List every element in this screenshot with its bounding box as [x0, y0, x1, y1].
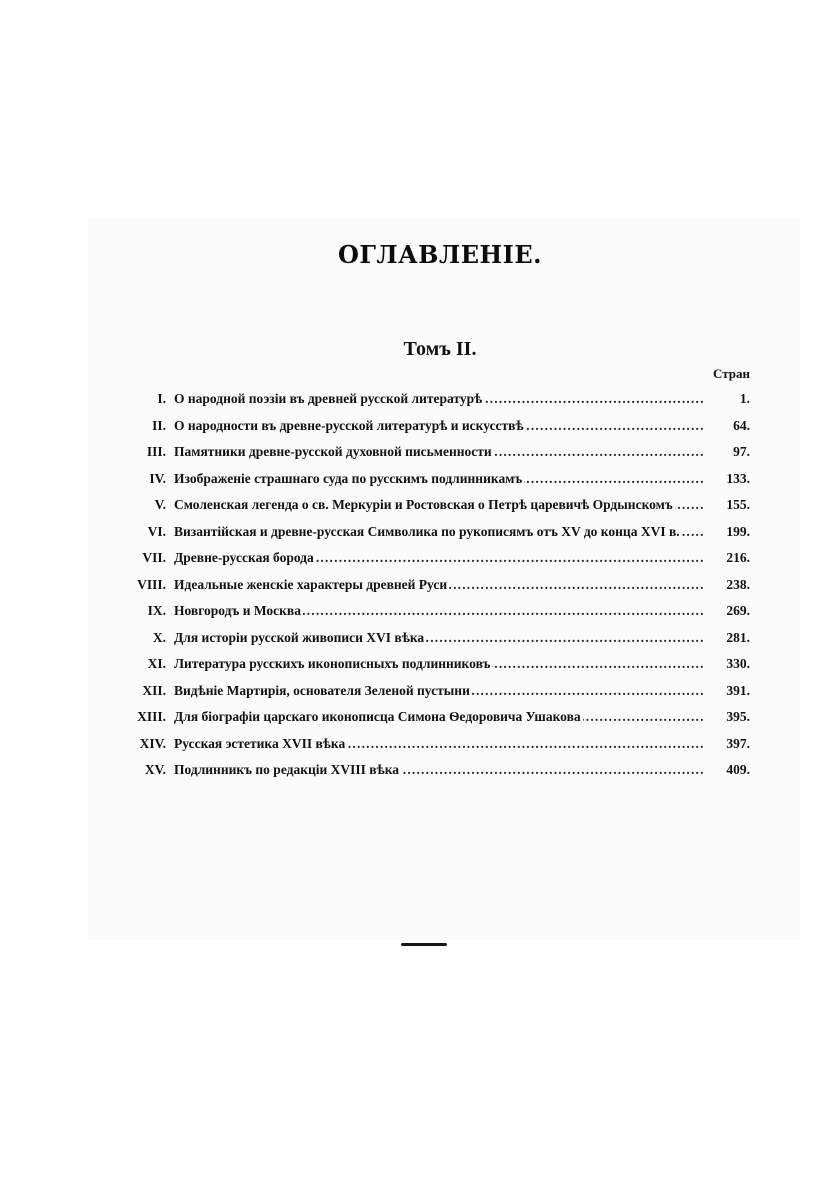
toc-entry-number: XIII.	[137, 709, 166, 724]
toc-entry	[0, 627, 840, 649]
page-column-header: Стран	[713, 366, 750, 381]
toc-entry-number: VIII.	[137, 577, 166, 592]
toc-entry-page: 269.	[706, 600, 750, 622]
toc-entry-title: Древне-русская борода .....	[174, 547, 704, 569]
toc-entry-page: 1.	[706, 388, 750, 410]
toc-entry-number: III.	[146, 444, 166, 459]
toc-entry	[0, 441, 840, 463]
toc-entry-page: 155.	[706, 494, 750, 516]
toc-entry-page: 281.	[706, 627, 750, 649]
toc-entry	[0, 706, 840, 728]
toc-entry-title: Видѣніе Мартирія, основателя Зеленой пустыни .....	[174, 680, 704, 702]
toc-entry-title: Русская эстетика XVII вѣка .....	[174, 733, 704, 755]
toc-entry-page: 216.	[706, 547, 750, 569]
toc-entry-title: О народной поэзіи въ древней русской литературѣ .....	[174, 388, 704, 410]
toc-entry-page: 330.	[706, 653, 750, 675]
toc-entry-title: Для исторіи русской живописи XVI вѣка .....	[174, 627, 704, 649]
toc-entry-title: Литература русскихъ иконописныхъ подлинниковъ .....	[174, 653, 704, 675]
toc-entry-title: Смоленская легенда о св. Меркуріи и Ростовская о Петрѣ царевичѣ Ордынскомъ .....	[174, 494, 704, 516]
toc-entry-title: Изображеніе страшнаго суда по русскимъ подлинникамъ .....	[174, 468, 704, 490]
toc-entry	[0, 388, 840, 410]
toc-entry-page: 133.	[706, 468, 750, 490]
toc-entry-number: X.	[152, 630, 166, 645]
toc-entry-number: VII.	[142, 550, 166, 565]
toc-entry	[0, 521, 840, 543]
toc-entry-title: Идеальные женскіе характеры древней Руси .....	[174, 574, 704, 596]
toc-entry-page: 97.	[706, 441, 750, 463]
toc-entry-number: XI.	[147, 656, 166, 671]
toc-entry-title: Для біографіи царскаго иконописца Симона Ѳедоровича Ушакова .....	[174, 706, 704, 728]
toc-entry	[0, 415, 840, 437]
toc-entry-page: 238.	[706, 574, 750, 596]
toc-entry-page: 397.	[706, 733, 750, 755]
toc-entry-number: II.	[152, 418, 166, 433]
toc-entry	[0, 468, 840, 490]
toc-entry	[0, 680, 840, 702]
toc-entry-title: Византійская и древне-русская Символика по рукописямъ отъ XV до конца XVI в. .....	[174, 521, 704, 543]
toc-entry-number: I.	[157, 391, 166, 406]
toc-entry-number: XIV.	[139, 736, 166, 751]
closing-rule	[401, 943, 447, 946]
toc-entry	[0, 547, 840, 569]
toc-entry	[0, 494, 840, 516]
toc-entry-title: О народности въ древне-русской литературѣ и искусствѣ .....	[174, 415, 704, 437]
page-title: ОГЛАВЛЕНІЕ.	[337, 240, 543, 269]
toc-entry-page: 409.	[706, 759, 750, 781]
toc-entry-number: V.	[154, 497, 166, 512]
toc-entry-title: Новгородъ и Москва .....	[174, 600, 704, 622]
toc-entry-number: XII.	[142, 683, 166, 698]
toc-entry	[0, 574, 840, 596]
toc-entry-number: IV.	[149, 471, 166, 486]
toc-entry	[0, 600, 840, 622]
toc-entry-number: IX.	[147, 603, 166, 618]
toc-entry	[0, 733, 840, 755]
toc-entry-page: 64.	[706, 415, 750, 437]
toc-entry-page: 391.	[706, 680, 750, 702]
toc-entry-title: Памятники древне-русской духовной письменности .....	[174, 441, 704, 463]
volume-heading: Томъ II.	[403, 338, 477, 360]
toc-entry-page: 395.	[706, 706, 750, 728]
toc-entry-title: Подлинникъ по редакціи XVIII вѣка .....	[174, 759, 704, 781]
toc-entry	[0, 653, 840, 675]
toc-entry-number: VI.	[147, 524, 166, 539]
toc-entry-page: 199.	[706, 521, 750, 543]
toc-entry-number: XV.	[144, 762, 166, 777]
toc-entry	[0, 759, 840, 781]
